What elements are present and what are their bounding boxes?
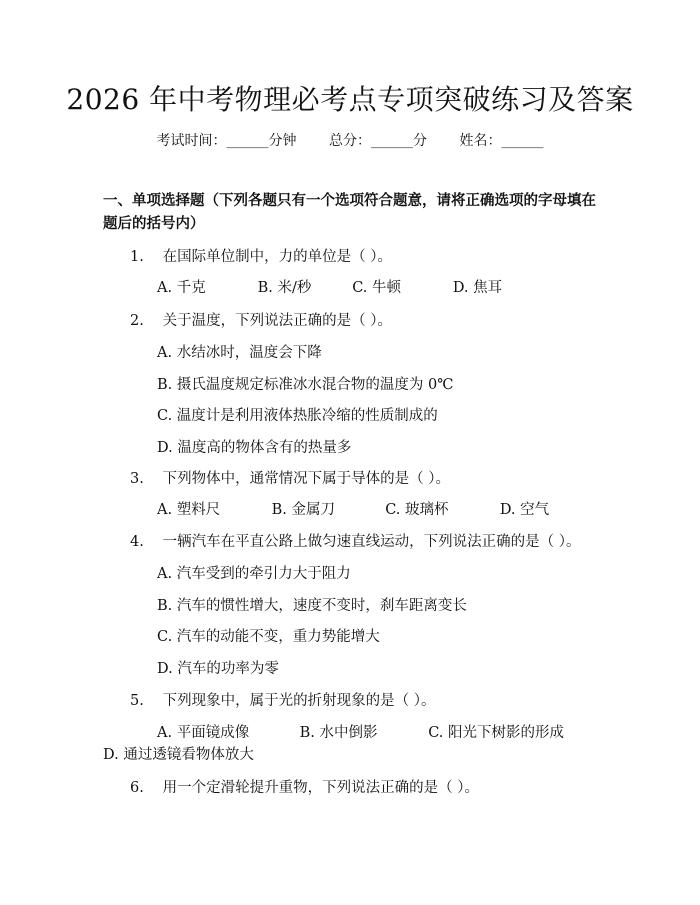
question-text: 关于温度，下列说法正确的是（ ）。 bbox=[162, 313, 392, 329]
question-4-option-b: B. 汽车的惯性增大，速度不变时，刹车距离变长 bbox=[157, 598, 467, 614]
question-2-option-c: C. 温度计是利用液体热胀冷缩的性质制成的 bbox=[157, 408, 438, 424]
question-5 bbox=[130, 689, 435, 710]
question-text: 在国际单位制中，力的单位是（ ）。 bbox=[162, 249, 392, 265]
question-number: 4. bbox=[130, 534, 144, 550]
question-1 bbox=[130, 245, 392, 266]
question-4-option-c: C. 汽车的动能不变，重力势能增大 bbox=[157, 629, 380, 645]
question-number: 1. bbox=[130, 249, 144, 265]
question-3 bbox=[130, 467, 450, 488]
option-d: D. 焦耳 bbox=[452, 280, 503, 296]
question-number: 5. bbox=[130, 693, 144, 709]
page-title: 2026 年中考物理必考点专项突破练习及答案 bbox=[66, 83, 634, 116]
section-heading: 一、单项选择题（下列各题只有一个选项符合题意，请将正确选项的字母填在题后的括号内） bbox=[103, 192, 596, 232]
option-a: A. 塑料尺 bbox=[157, 502, 221, 518]
question-1-options bbox=[157, 276, 502, 297]
option-c: C. 玻璃杯 bbox=[385, 502, 449, 518]
exam-total-score: 总分：______分 bbox=[329, 133, 427, 149]
question-5-options bbox=[157, 721, 564, 742]
student-name: 姓名：______ bbox=[459, 133, 544, 149]
question-number: 2. bbox=[130, 313, 144, 329]
option-a: A. 千克 bbox=[157, 280, 206, 296]
option-c: C. 阳光下树影的形成 bbox=[428, 725, 565, 741]
question-text: 用一个定滑轮提升重物，下列说法正确的是（ ）。 bbox=[162, 780, 479, 796]
option-b: B. 米/秒 bbox=[257, 280, 312, 296]
question-number: 3. bbox=[130, 471, 144, 487]
question-text: 下列物体中，通常情况下属于导体的是（ ）。 bbox=[162, 471, 450, 487]
exam-time: 考试时间：______分钟 bbox=[156, 133, 297, 149]
question-2-option-d: D. 温度高的物体含有的热量多 bbox=[157, 440, 352, 456]
question-number: 6. bbox=[130, 780, 144, 796]
question-3-options bbox=[157, 498, 549, 519]
option-d: D. 空气 bbox=[499, 502, 550, 518]
question-6 bbox=[130, 776, 479, 797]
question-4 bbox=[130, 530, 580, 551]
exam-meta bbox=[0, 130, 700, 150]
option-c: C. 牛顿 bbox=[352, 280, 402, 296]
question-2-option-a: A. 水结冰时，温度会下降 bbox=[157, 345, 322, 361]
question-text: 下列现象中，属于光的折射现象的是（ ）。 bbox=[162, 693, 436, 709]
question-4-option-d: D. 汽车的功率为零 bbox=[157, 661, 279, 677]
question-2-option-b: B. 摄氏温度规定标准冰水混合物的温度为 0℃ bbox=[157, 377, 454, 393]
option-b: B. 金属刀 bbox=[271, 502, 335, 518]
question-2 bbox=[130, 309, 392, 330]
question-5-option-d: D. 通过透镜看物体放大 bbox=[103, 747, 254, 763]
option-b: B. 水中倒影 bbox=[299, 725, 378, 741]
option-a: A. 平面镜成像 bbox=[157, 725, 250, 741]
question-4-option-a: A. 汽车受到的牵引力大于阻力 bbox=[157, 566, 351, 582]
question-text: 一辆汽车在平直公路上做匀速直线运动，下列说法正确的是（ ）。 bbox=[162, 534, 581, 550]
